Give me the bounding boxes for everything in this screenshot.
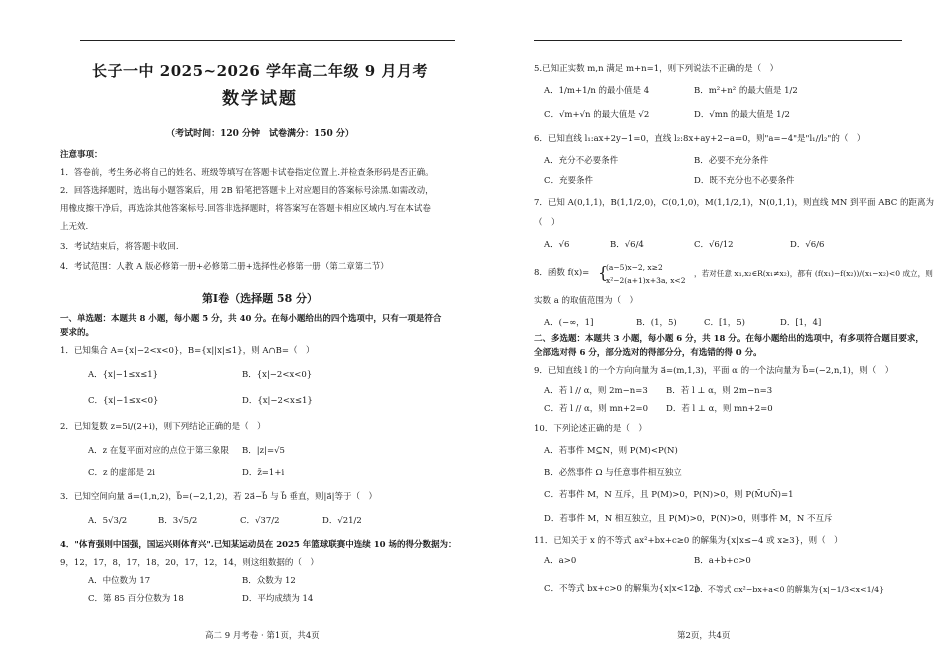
- q7-stem: 7．已知 A(0,1,1)，B(1,1/2,0)，C(0,1,0)，M(1,1/2,1)，N(0,1,1)，则直线 MN 到平面 ABC 的距离为: [534, 198, 934, 208]
- q6-option-c: C．充要条件: [544, 176, 594, 186]
- q10-option-d: D．若事件 M，N 相互独立，且 P(M)>0，P(N)>0，则事件 M，N 不互斥: [544, 514, 833, 524]
- q3-stem: 3．已知空间向量 a⃗=(1,n,2)，b⃗=(−2,1,2)，若 2a⃗−b⃗ 与 b⃗ 垂直，则|a⃗|等于（ ）: [60, 492, 377, 502]
- top-rule-right: [534, 40, 902, 41]
- q6-stem: 6．已知直线 l₁:ax+2y−1=0，直线 l₂:8x+ay+2−a=0，则"a=−4"是"l₁//l₂"的（ ）: [534, 134, 866, 144]
- q1-option-b: B．{x|−2<x<0}: [242, 370, 313, 380]
- part1-intro: 一、单选题：本题共 8 小题，每小题 5 分，共 40 分。在每小题给出的四个选项中，只有一项是符合: [60, 314, 442, 324]
- q4-option-a: A．中位数为 17: [88, 576, 151, 586]
- q2-stem: 2．已知复数 z=5i/(2+i)，则下列结论正确的是（ ）: [60, 422, 266, 432]
- notice-3: 3．考试结束后，将答题卡收回.: [60, 242, 179, 252]
- notice-2-end: 上无效.: [60, 222, 89, 232]
- q8-option-b: B．(1，5): [636, 318, 677, 328]
- q8-case-2: x²−2(a+1)x+3a, x<2: [606, 276, 686, 285]
- q3-option-a: A．5√3/2: [88, 516, 128, 526]
- q10-option-a: A．若事件 M⊆N，则 P(M)<P(N): [544, 446, 678, 456]
- q9-option-b: B．若 l ⊥ α，则 2m−n=3: [666, 386, 773, 396]
- q7-option-d: D．√6/6: [790, 240, 825, 250]
- q11-stem: 11．已知关于 x 的不等式 ax²+bx+c≥0 的解集为{x|x≤−4 或 x≥3}，则（ ）: [534, 536, 843, 546]
- q9-stem: 9．已知直线 l 的一个方向向量为 a⃗=(m,1,3)，平面 α 的一个法向量为 b⃗=(−2,n,1)，则（ ）: [534, 366, 894, 376]
- exam-subtitle: 数学试题: [222, 89, 298, 109]
- q7-option-b: B．√6/4: [610, 240, 644, 250]
- q6-option-d: D．既不充分也不必要条件: [694, 176, 795, 186]
- brace-icon: {: [598, 263, 609, 282]
- q8-option-c: C．[1，5): [704, 318, 745, 328]
- q8-stem-end: ，若对任意 x₁,x₂∈R(x₁≠x₂)，都有 (f(x₁)−f(x₂))/(x₁−x₂)<0 成立，则: [694, 269, 933, 278]
- q11-option-d: D．不等式 cx²−bx+a<0 的解集为{x|−1/3<x<1/4}: [694, 585, 885, 594]
- q2-option-d: D．z̄=1+i: [242, 468, 285, 478]
- part2-intro-cont: 全部选对得 6 分，部分选对的得部分分，有选错的得 0 分。: [534, 348, 762, 358]
- q11-option-b: B．a+b+c>0: [694, 556, 751, 566]
- q5-stem: 5.已知正实数 m,n 满足 m+n=1，则下列说法不正确的是（ ）: [534, 64, 779, 74]
- q7-option-c: C．√6/12: [694, 240, 734, 250]
- q2-option-c: C．z 的虚部是 2i: [88, 468, 156, 478]
- q4-option-d: D．平均成绩为 14: [242, 594, 314, 604]
- q8-case-1: (a−5)x−2, x≥2: [606, 263, 663, 272]
- q2-option-a: A．z 在复平面对应的点位于第三象限: [88, 446, 229, 456]
- q5-option-b: B．m²+n² 的最大值是 1/2: [694, 86, 798, 96]
- q3-option-c: C．√37/2: [240, 516, 280, 526]
- page-footer-right: 第2页，共4页: [677, 631, 731, 641]
- q4-stem: 4．"体育强则中国强，国运兴则体育兴".已知某运动员在 2025 年篮球联赛中连续 10 场的得分数据为：: [60, 540, 457, 550]
- notice-1: 1．答卷前，考生务必将自己的姓名、班级等填写在答题卡试卷指定位置上.并检查条形码是否正确。: [60, 168, 434, 178]
- exam-info: （考试时间：120 分钟 试卷满分：150 分）: [166, 129, 354, 139]
- q3-option-b: B．3√5/2: [158, 516, 198, 526]
- q9-option-c: C．若 l // α，则 mn+2=0: [544, 404, 649, 414]
- q5-option-a: A．1/m+1/n 的最小值是 4: [544, 86, 650, 96]
- q1-option-a: A．{x|−1≤x≤1}: [88, 370, 159, 380]
- q2-option-b: B．|z|=√5: [242, 446, 285, 456]
- notice-2-cont: 用橡皮擦干净后，再选涂其他答案标号.回答非选择题时，将答案写在答题卡相应区域内.写在本试卷: [60, 204, 431, 214]
- q9-option-a: A．若 l // α，则 2m−n=3: [544, 386, 648, 396]
- q10-stem: 10．下列论述正确的是（ ）: [534, 424, 647, 434]
- part2-intro: 二、多选题：本题共 3 小题，每小题 6 分，共 18 分。在每小题给出的选项中，有多项符合题目要求，: [534, 334, 924, 344]
- exam-title: 长子一中 2025~2026 学年高二年级 9 月月考: [92, 62, 428, 80]
- q7-option-a: A．√6: [544, 240, 570, 250]
- right-page: [512, 0, 934, 672]
- q1-option-d: D．{x|−2<x≤1}: [242, 396, 313, 406]
- q10-option-b: B．必然事件 Ω 与任意事件相互独立: [544, 468, 682, 478]
- q5-option-d: D．√mn 的最大值是 1/2: [694, 110, 790, 120]
- q7-paren: （ ）: [534, 218, 560, 228]
- part1-intro-cont: 要求的。: [60, 328, 95, 338]
- q8-option-d: D．[1，4]: [780, 318, 822, 328]
- notice-heading: 注意事项：: [60, 150, 103, 160]
- q6-option-b: B．必要不充分条件: [694, 156, 769, 166]
- notice-4: 4．考试范围：人教 A 版必修第一册+必修第二册+选择性必修第一册（第二章第二节）: [60, 262, 389, 272]
- q4-option-c: C．第 85 百分位数为 18: [88, 594, 184, 604]
- q4-data: 9，12，17，8，17，18，20，17，12，14，则这组数据的（ ）: [60, 558, 319, 568]
- q8-stem-start: 8．函数 f(x)=: [534, 268, 590, 278]
- section-title: 第Ⅰ卷（选择题 58 分）: [201, 292, 319, 305]
- q8-line-2: 实数 a 的取值范围为（ ）: [534, 296, 638, 306]
- q9-option-d: D．若 l ⊥ α，则 mn+2=0: [666, 404, 773, 414]
- q8-option-a: A．(−∞，1]: [544, 318, 594, 328]
- q10-option-c: C．若事件 M，N 互斥，且 P(M)>0，P(N)>0，则 P(M̄∪N̄)=1: [544, 490, 794, 500]
- q6-option-a: A．充分不必要条件: [544, 156, 619, 166]
- q11-option-a: A．a>0: [544, 556, 577, 566]
- q11-option-c: C．不等式 bx+c>0 的解集为{x|x<12}: [544, 584, 700, 594]
- q3-option-d: D．√21/2: [322, 516, 362, 526]
- notice-2: 2．回答选择题时，选出每小题答案后，用 2B 铅笔把答题卡上对应题目的答案标号涂黑.如需改动，: [60, 186, 434, 196]
- q5-option-c: C．√m+√n 的最大值是 √2: [544, 110, 650, 120]
- q1-option-c: C．{x|−1≤x<0}: [88, 396, 159, 406]
- q1-stem: 1．已知集合 A={x|−2<x<0}，B={x||x|≤1}，则 A∩B=（ ）: [60, 346, 315, 356]
- top-rule: [80, 40, 455, 41]
- q4-option-b: B．众数为 12: [242, 576, 296, 586]
- page-footer-left: 高二 9 月考卷 · 第1页，共4页: [205, 631, 320, 641]
- left-page: [60, 0, 460, 672]
